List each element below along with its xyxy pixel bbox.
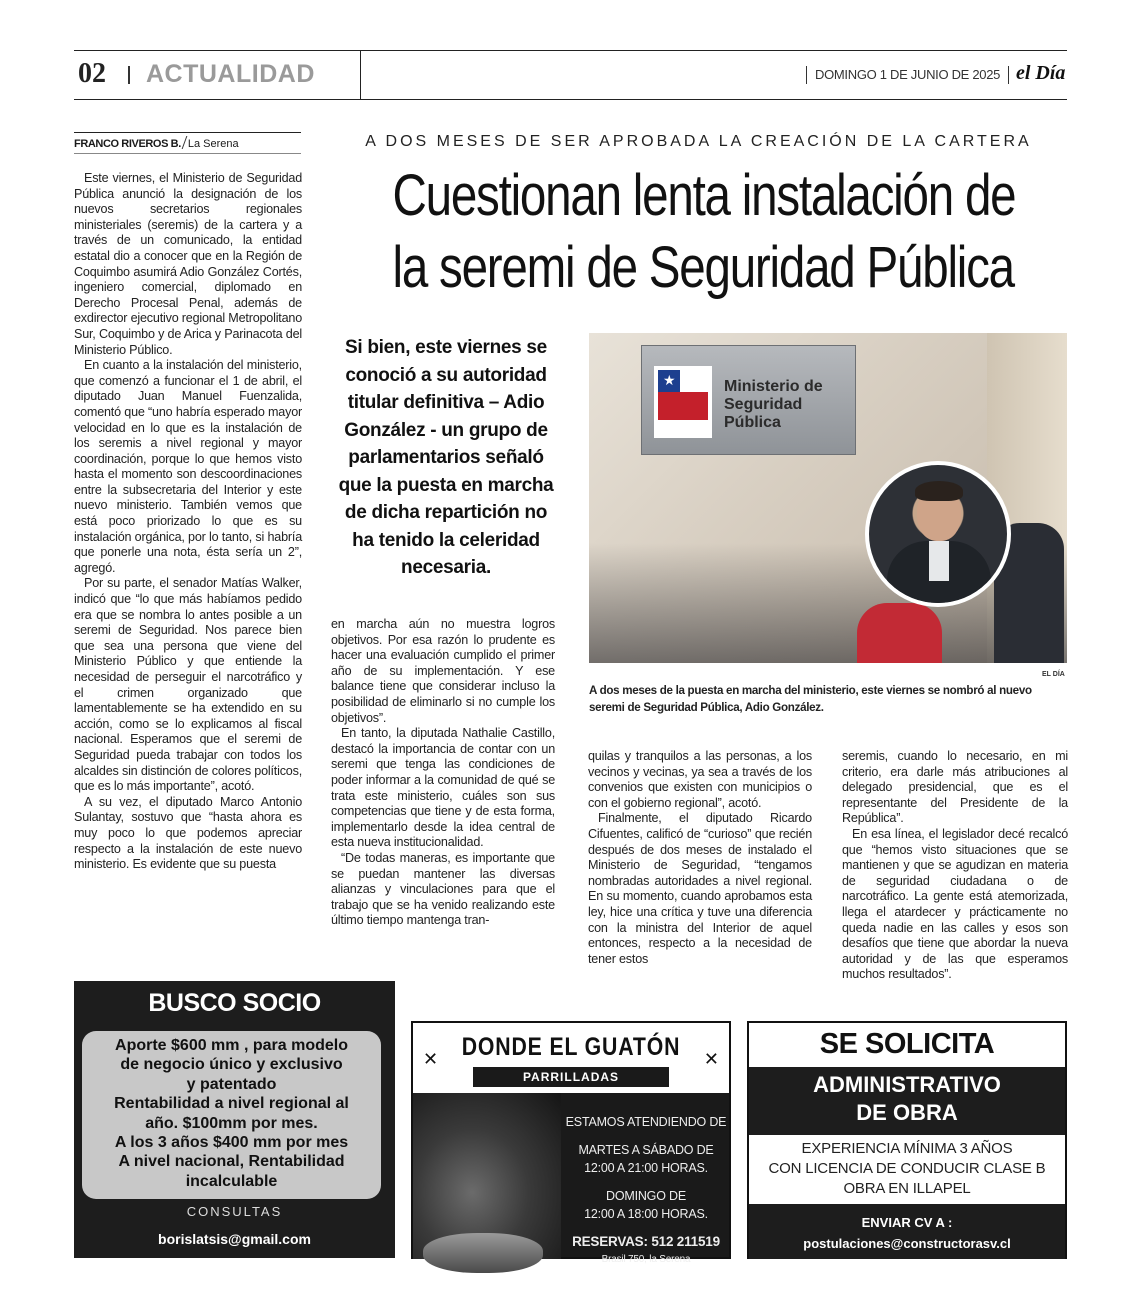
ad-restaurant-name: DONDE EL GUATÓN [461, 1033, 681, 1061]
fork-knife-icon: ✕ [423, 1049, 439, 1069]
header-top-rule [74, 50, 1067, 51]
paragraph: Finalmente, el diputado Ricardo Cifuentes, calificó de “curioso” que recién después de dos meses de instalado el Ministerio de Seguridad, “tengamos nombradas autoridades a nivel regional. En su momento, cuando aprobamos esta ley, hice una crítica y tuve una diferencia con la ministra del Interior de aquel entonces, respecto a la necesidad de tener estos [588, 811, 812, 966]
ad-line: de negocio único y exclusivo [120, 1056, 343, 1074]
ad-requirement: EXPERIENCIA MÍNIMA 3 AÑOS [801, 1140, 1013, 1157]
ad-line: Rentabilidad a nivel regional al [114, 1095, 349, 1113]
article-deck: Si bien, este viernes se conoció a su autoridad titular definitiva – Adio González - un grupo de parlamentarios señaló que la puesta en marcha de dicha repartición no ha tenido la celeridad necesaria. [338, 337, 554, 578]
article-photo [589, 333, 1067, 663]
byline [74, 136, 239, 150]
paragraph: seremis, cuando lo necesario, en mi criterio, era darle más atribuciones al delegado presidencial, que es el representante del Presidente de la República”. [842, 749, 1068, 826]
headline [392, 160, 1016, 304]
ad-line: A los 3 años $400 mm por mes [114, 1134, 349, 1152]
paragraph: En cuanto a la instalación del ministerio, que comenzó a funcionar el 1 de abril, el diputado Juan Manuel Fuenzalida, comentó que “uno habría esperado mayor velocidad en lo que es la instalación de los seremis a nivel regional y mayor coordinación, porque lo que hemos visto hasta el momento son descoordinaciones entre la subsecretaria del Interior y este nuevo ministerio. También vemos que está poco priorizado lo que es su instalación orgánica, por lo tanto, si habría que ponerle una nota, ésta sería un 2”, agregó. [74, 358, 302, 575]
article-column-4 [842, 749, 1068, 983]
byline-bottom-rule [74, 153, 301, 154]
page-number-separator [128, 66, 130, 84]
paragraph: quilas y tranquilos a las personas, a los vecinos y vecinas, ya sea a través de los convenios que existen con municipios o con el gobierno regional”, acotó. [588, 749, 812, 810]
newspaper-logo: el Día [1016, 62, 1066, 84]
ad-title: BUSCO SOCIO [148, 989, 321, 1017]
ad-title: SE SOLICITA [819, 1028, 995, 1060]
ad-restaurant-subtitle: PARRILLADAS [473, 1067, 669, 1087]
ad-line: Aporte $600 mm , para modelo [115, 1037, 348, 1054]
ad-send-label: ENVIAR CV A : [861, 1215, 953, 1230]
ad-hours-line: MARTES A SÁBADO DE [578, 1143, 714, 1157]
portrait-inset [865, 461, 1011, 607]
paragraph: En esa línea, el legislador decé recalcó que “hemos visto situaciones que se mantienen y que se agudizan en materia de seguridad ciudadana o de narcotráfico. La gente está atemorizada, llega el atardecer y prácticamente no queda nadie en las calles y esos son desafíos que tiene que abordar la nueva autoridad y de las que esperamos muchos resultados”. [842, 826, 1068, 982]
photo-caption: A dos meses de la puesta en marcha del ministerio, este viernes se nombró al nuevo seremi de Seguridad Pública, Adio González. [589, 684, 1032, 714]
ministry-plaque [641, 345, 856, 455]
paragraph: A su vez, el diputado Marco Antonio Sulantay, sostuvo que “hasta ahora es muy poco lo que podemos apreciar respecto a la instalación de este nuevo ministerio. Es evidente que su puesta [74, 794, 302, 872]
kicker: A DOS MESES DE SER APROBADA LA CREACIÓN DE LA CARTERA [365, 133, 1032, 150]
section-title: ACTUALIDAD [146, 60, 315, 88]
grill-photo [413, 1093, 561, 1259]
ad-line: incalculable [185, 1172, 278, 1190]
ad-address: Brasil 750, la Serena [601, 1254, 691, 1265]
paragraph: Por su parte, el senador Matías Walker, indicó que “lo que más habíamos pedido era que se nombra lo antes posible a un seremi de Seguridad. Nos parece bien que sea una persona que viene del Ministerio Público y que entiende la necesidad de perseguir el narcotráfico y el crimen organizado que lamentablemente se ha extendido en su acción, como se lo explicamos al fiscal nacional. Esperamos que el seremi de Seguridad pueda trabajar con todos los alcaldes sin distinción de colores políticos, que es lo más importante”, acotó. [74, 576, 302, 794]
byline-location: La Serena [187, 138, 239, 150]
ad-line: y patentado [186, 1075, 277, 1093]
byline-rule [74, 132, 301, 133]
article-column-3 [588, 749, 812, 967]
date-separator [806, 66, 807, 84]
ad-position-line: DE OBRA [856, 1100, 958, 1125]
ad-reservations: RESERVAS: 512 211519 [572, 1234, 720, 1249]
ad-requirement: OBRA EN ILLAPEL [843, 1180, 971, 1197]
byline-author: FRANCO RIVEROS B. [74, 138, 181, 150]
ad-line: A nivel nacional, Rentabilidad [118, 1153, 345, 1171]
paragraph: en marcha aún no muestra logros objetivos. Por esa razón lo prudente es hacer una evaluación cumplido el primer año de su implementación. Y ese balance tiene que considerar incluso la posibilidad de eliminarlo si no cumple los objetivos”. [331, 617, 555, 725]
page-number: 02 [78, 58, 106, 89]
ad-requirement: CON LICENCIA DE CONDUCIR CLASE B [768, 1160, 1046, 1177]
article-column-1 [74, 171, 302, 873]
ad-requirements [749, 1139, 1065, 1199]
plaque-text: Pública [724, 414, 781, 431]
headline-line-2: la seremi de Seguridad Pública [392, 235, 1014, 300]
paragraph: “De todas maneras, es importante que se puedan mantener las diversas alianzas y vinculaciones para que el trabajo que se ha venido realizando este último tiempo mantenga tran- [331, 850, 555, 928]
headline-line-1: Cuestionan lenta instalación de [392, 163, 1016, 228]
ad-offer-text [82, 1036, 381, 1191]
ad-se-solicita [747, 1021, 1067, 1259]
fork-knife-icon: ✕ [703, 1049, 719, 1069]
ad-email: borislatsis@gmail.com [158, 1231, 311, 1247]
plaque-text: Seguridad [724, 396, 803, 413]
issue-date: DOMINGO 1 DE JUNIO DE 2025 [815, 67, 1001, 82]
ad-donde-el-guaton [411, 1021, 731, 1265]
ad-contact [749, 1212, 1065, 1254]
government-logo: ★ [654, 366, 712, 438]
article-column-2 [331, 617, 555, 929]
ad-hours-line: 12:00 A 21:00 HORAS. [584, 1161, 708, 1175]
ad-hours-line: ESTAMOS ATENDIENDO DE [565, 1115, 727, 1129]
header-divider [360, 51, 361, 99]
ad-hours [563, 1113, 729, 1269]
photo-credit: EL DÍA [1042, 671, 1065, 678]
ad-position [749, 1071, 1065, 1127]
header-bottom-rule [74, 99, 1067, 100]
plaque-text: Ministerio de [724, 378, 823, 395]
ad-position-line: ADMINISTRATIVO [813, 1072, 1001, 1097]
ad-hours-line: 12:00 A 18:00 HORAS. [584, 1207, 708, 1221]
paragraph: Este viernes, el Ministerio de Seguridad Pública anunció la designación de los nuevos secretarios regionales ministeriales (seremis) de la cartera y a través de un comunicado, la entidad estatal dio a conocer que en la Región de Coquimbo asumirá Adio González Cortés, ingeniero comercial, diplomado en Derecho Procesal Penal, además de exdirector ejecutivo regional Metropolitano Sur, Coquimbo y de Arica y Parinacota del Ministerio Público. [74, 171, 303, 357]
brand-separator [1008, 66, 1009, 84]
paragraph: En tanto, la diputada Nathalie Castillo, destacó la importancia de contar con un seremi que tenga las condiciones de poder informar a la comunidad de qué se trata este ministerio, cuáles son sus competencias que tiene y de esta forma, implementarlo desde la idea central de esta nueva institucionalidad. [331, 726, 555, 850]
ad-hours-line: DOMINGO DE [606, 1189, 686, 1203]
ad-consultas: CONSULTAS [186, 1204, 283, 1219]
ad-line: año. $100mm por mes. [145, 1114, 318, 1132]
ad-email: postulaciones@constructorasv.cl [803, 1236, 1011, 1251]
